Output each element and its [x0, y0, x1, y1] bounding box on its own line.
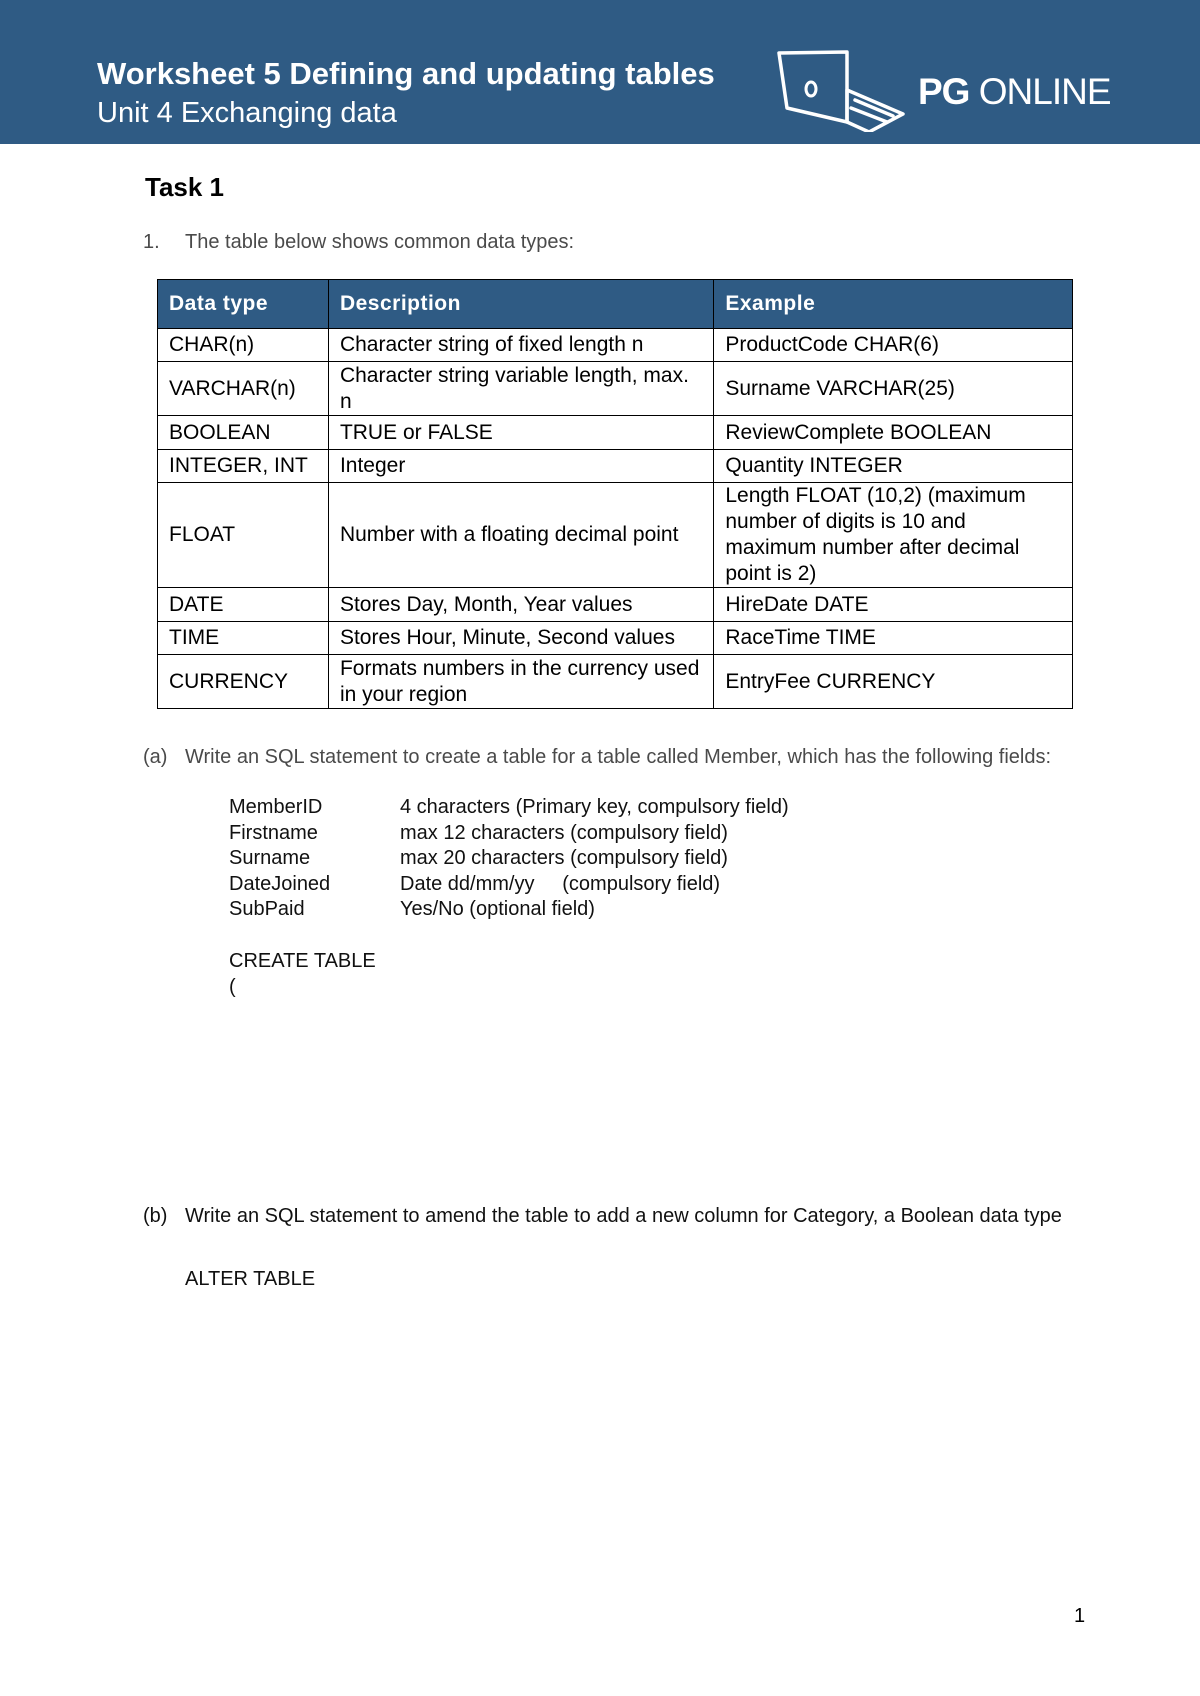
table-row [158, 622, 1073, 655]
question-intro-text: The table below shows common data types: [185, 231, 575, 253]
cell-data-type: VARCHAR(n) [158, 362, 329, 416]
data-types-table [157, 279, 1073, 709]
field-name: SubPaid [229, 898, 305, 920]
cell-example: ProductCode CHAR(6) [714, 329, 1073, 362]
table-row [158, 329, 1073, 362]
part-b-question: Write an SQL statement to amend the table to add a new column for Category, a Boolean data type [185, 1205, 1062, 1227]
cell-data-type: BOOLEAN [158, 416, 329, 450]
part-a-question: Write an SQL statement to create a table for a table called Member, which has the following fields: [185, 746, 1052, 768]
cell-data-type: DATE [158, 588, 329, 622]
field-description: max 12 characters (compulsory field) [400, 821, 728, 844]
cell-example: Length FLOAT (10,2) (maximum number of digits is 10 and maximum number after decimal point is 2) [714, 483, 1073, 588]
table-row [158, 450, 1073, 483]
cell-example: HireDate DATE [714, 588, 1073, 622]
cell-data-type: CURRENCY [158, 655, 329, 709]
table-row [158, 362, 1073, 416]
laptop-icon [775, 48, 905, 132]
field-description: Yes/No (optional field) [400, 898, 595, 920]
table-row [158, 655, 1073, 709]
worksheet-title: Worksheet 5 Defining and updating tables [97, 56, 715, 91]
header-example: Example [714, 280, 1073, 329]
cell-data-type: FLOAT [158, 483, 329, 588]
field-name: Surname [229, 847, 311, 869]
brand-bold: PG [918, 71, 970, 112]
field-name: DateJoined [229, 872, 331, 895]
cell-description: Character string of fixed length n [328, 329, 713, 362]
cell-description: Integer [328, 450, 713, 483]
create-table-answer [229, 948, 376, 1000]
question-intro [143, 229, 574, 255]
brand-rest: ONLINE [969, 71, 1111, 112]
field-name: MemberID [229, 796, 323, 818]
task-heading: Task 1 [145, 172, 225, 202]
field-description: max 20 characters (compulsory field) [400, 847, 728, 869]
page-number: 1 [1074, 1605, 1086, 1627]
header-banner [0, 0, 1200, 144]
unit-subtitle: Unit 4 Exchanging data [97, 97, 397, 129]
header-description: Description [328, 280, 713, 329]
table-row [158, 588, 1073, 622]
brand-logo [918, 70, 1111, 114]
part-a-label: (a) [143, 746, 168, 768]
cell-description: TRUE or FALSE [328, 416, 713, 450]
part-b-label: (b) [143, 1205, 168, 1227]
question-number: 1. [143, 231, 160, 253]
header-data-type: Data type [158, 280, 329, 329]
cell-data-type: CHAR(n) [158, 329, 329, 362]
cell-description: Formats numbers in the currency used in your region [328, 655, 713, 709]
field-description: Date dd/mm/yy (compulsory field) [400, 872, 721, 895]
table-row [158, 483, 1073, 588]
open-parenthesis: ( [229, 976, 236, 998]
table-header-row [158, 280, 1073, 329]
cell-data-type: TIME [158, 622, 329, 655]
field-description: 4 characters (Primary key, compulsory field) [400, 796, 789, 818]
cell-example: Surname VARCHAR(25) [714, 362, 1073, 416]
create-table-keyword: CREATE TABLE [229, 950, 376, 972]
cell-example: Quantity INTEGER [714, 450, 1073, 483]
alter-table-keyword: ALTER TABLE [185, 1268, 316, 1290]
field-name: Firstname [229, 821, 318, 844]
cell-example: EntryFee CURRENCY [714, 655, 1073, 709]
cell-data-type: INTEGER, INT [158, 450, 329, 483]
cell-example: RaceTime TIME [714, 622, 1073, 655]
cell-description: Stores Hour, Minute, Second values [328, 622, 713, 655]
cell-description: Character string variable length, max. n [328, 362, 713, 416]
cell-description: Number with a floating decimal point [328, 483, 713, 588]
table-row [158, 416, 1073, 450]
cell-example: ReviewComplete BOOLEAN [714, 416, 1073, 450]
cell-description: Stores Day, Month, Year values [328, 588, 713, 622]
